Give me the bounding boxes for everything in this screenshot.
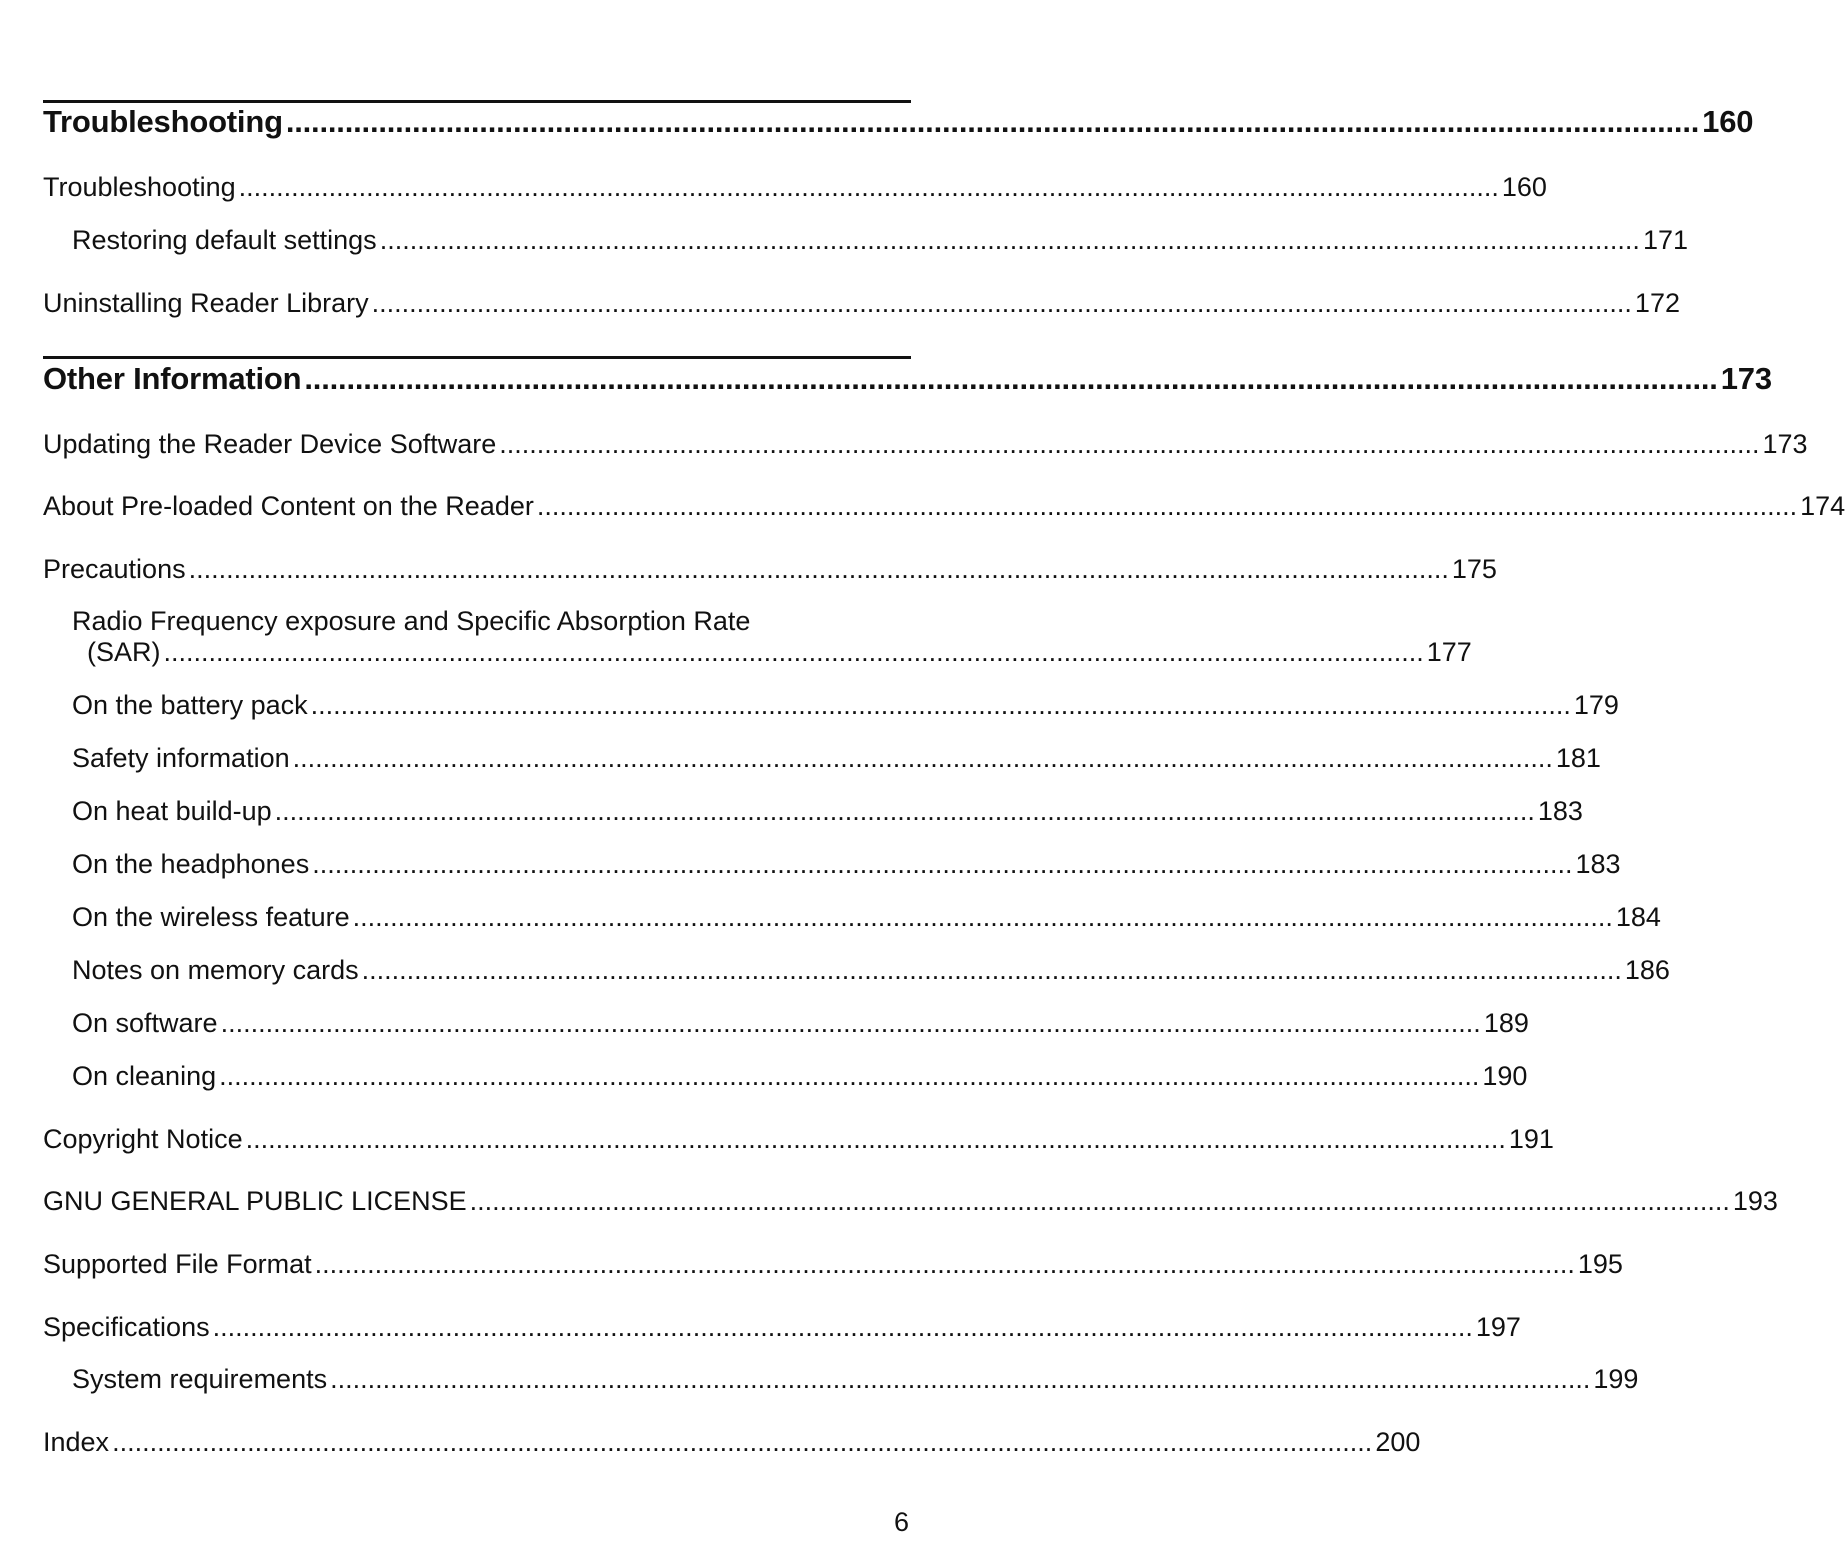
- dot-leader: ........................................................................................................................................................................: [163, 637, 1424, 667]
- dot-leader: ........................................................................................................................................................................: [330, 1364, 1591, 1394]
- toc-entry-label: Uninstalling Reader Library: [43, 288, 369, 318]
- dot-leader: ........................................................................................................................................................................: [310, 690, 1571, 720]
- toc-page-number: 200: [1375, 1427, 1421, 1457]
- toc-entry-updating-software[interactable]: [43, 429, 1808, 460]
- toc-entry-headphones[interactable]: [72, 849, 1621, 880]
- toc-entry-label: Troubleshooting: [43, 172, 236, 202]
- dot-leader: ........................................................................................................................................................................: [274, 796, 1535, 826]
- section-rule: [43, 356, 911, 359]
- toc-page-number: 186: [1624, 955, 1670, 985]
- toc-entry-troubleshooting[interactable]: [43, 172, 1547, 203]
- toc-entry-label: On heat build-up: [72, 796, 272, 826]
- toc-entry-label: Restoring default settings: [72, 225, 377, 255]
- dot-leader: ........................................................................................................................................................................: [304, 361, 1718, 396]
- toc-entry-label: Specifications: [43, 1312, 210, 1342]
- toc-entry-label: System requirements: [72, 1364, 328, 1394]
- dot-leader: ........................................................................................................................................................................: [361, 955, 1622, 985]
- toc-page-number: 175: [1451, 554, 1497, 584]
- toc-page-number: 173: [1762, 429, 1808, 459]
- toc-page-number: 179: [1573, 690, 1619, 720]
- toc-entry-gnu-gpl[interactable]: [43, 1186, 1778, 1217]
- dot-leader: ........................................................................................................................................................................: [188, 554, 1449, 584]
- toc-entry-sar[interactable]: [87, 637, 1472, 668]
- dot-leader: ........................................................................................................................................................................: [238, 172, 1499, 202]
- toc-section-troubleshooting[interactable]: [43, 104, 1754, 140]
- toc-page-number: 173: [1720, 361, 1772, 396]
- toc-page-number: 171: [1642, 225, 1688, 255]
- dot-leader: ........................................................................................................................................................................: [220, 1008, 1481, 1038]
- dot-leader: ........................................................................................................................................................................: [212, 1312, 1473, 1342]
- toc-entry-preloaded-content[interactable]: [43, 491, 1845, 522]
- dot-leader: ........................................................................................................................................................................: [245, 1124, 1506, 1154]
- toc-entry-specifications[interactable]: [43, 1312, 1521, 1343]
- toc-entry-label: Index: [43, 1427, 110, 1457]
- toc-entry-system-requirements[interactable]: [72, 1364, 1639, 1395]
- toc-page-number: 183: [1575, 849, 1621, 879]
- dot-leader: ........................................................................................................................................................................: [292, 743, 1553, 773]
- toc-entry-label: On software: [72, 1008, 218, 1038]
- toc-entry-label: Supported File Format: [43, 1249, 312, 1279]
- toc-entry-battery-pack[interactable]: [72, 690, 1619, 721]
- toc-entry-label: Safety information: [72, 743, 290, 773]
- toc-section-other-information[interactable]: [43, 361, 1772, 397]
- dot-leader: ........................................................................................................................................................................: [469, 1186, 1730, 1216]
- dot-leader: ........................................................................................................................................................................: [499, 429, 1760, 459]
- toc-page-number: 193: [1732, 1186, 1778, 1216]
- toc-page-number: 195: [1577, 1249, 1623, 1279]
- toc-page-number: 160: [1702, 104, 1754, 139]
- toc-page-number: 160: [1501, 172, 1547, 202]
- toc-entry-sar-line1[interactable]: Radio Frequency exposure and Specific Absorption Rate: [72, 606, 751, 636]
- dot-leader: ........................................................................................................................................................................: [371, 288, 1632, 318]
- toc-entry-label: (SAR): [87, 637, 161, 667]
- toc-entry-copyright-notice[interactable]: [43, 1124, 1554, 1155]
- dot-leader: ........................................................................................................................................................................: [285, 104, 1700, 139]
- dot-leader: ........................................................................................................................................................................: [219, 1061, 1480, 1091]
- toc-entry-precautions[interactable]: [43, 554, 1497, 585]
- toc-page-number: 172: [1634, 288, 1680, 318]
- toc-entry-label: On the battery pack: [72, 690, 308, 720]
- dot-leader: ........................................................................................................................................................................: [536, 491, 1798, 521]
- toc-entry-safety-information[interactable]: [72, 743, 1601, 774]
- toc-entry-label: On the wireless feature: [72, 902, 350, 932]
- toc-page-number: 189: [1483, 1008, 1529, 1038]
- toc-entry-memory-cards[interactable]: [72, 955, 1670, 986]
- toc-entry-supported-file-format[interactable]: [43, 1249, 1623, 1280]
- toc-page-number: 177: [1426, 637, 1472, 667]
- dot-leader: ........................................................................................................................................................................: [352, 902, 1613, 932]
- toc-page-number: 174: [1800, 491, 1845, 521]
- toc-entry-label: Updating the Reader Device Software: [43, 429, 497, 459]
- toc-page-number: 181: [1555, 743, 1601, 773]
- toc-page-number: 183: [1537, 796, 1583, 826]
- toc-entry-uninstalling-reader-library[interactable]: [43, 288, 1680, 319]
- toc-page-number: 191: [1508, 1124, 1554, 1154]
- toc-entry-label: On cleaning: [72, 1061, 217, 1091]
- dot-leader: ........................................................................................................................................................................: [379, 225, 1640, 255]
- toc-entry-label: On the headphones: [72, 849, 310, 879]
- toc-section-title: Troubleshooting: [43, 104, 283, 139]
- dot-leader: ........................................................................................................................................................................: [314, 1249, 1575, 1279]
- toc-entry-label: GNU GENERAL PUBLIC LICENSE: [43, 1186, 467, 1216]
- toc-entry-cleaning[interactable]: [72, 1061, 1528, 1092]
- dot-leader: ........................................................................................................................................................................: [312, 849, 1573, 879]
- section-rule: [43, 100, 911, 103]
- toc-page-number: 199: [1593, 1364, 1639, 1394]
- toc-entry-software[interactable]: [72, 1008, 1529, 1039]
- toc-entry-label: About Pre-loaded Content on the Reader: [43, 491, 534, 521]
- toc-entry-restoring-default-settings[interactable]: [72, 225, 1688, 256]
- toc-entry-index[interactable]: [43, 1427, 1421, 1458]
- toc-entry-label: Copyright Notice: [43, 1124, 243, 1154]
- toc-entry-label: Precautions: [43, 554, 186, 584]
- toc-entry-heat-build-up[interactable]: [72, 796, 1583, 827]
- dot-leader: ........................................................................................................................................................................: [112, 1427, 1373, 1457]
- toc-page-number: 197: [1475, 1312, 1521, 1342]
- toc-entry-label: Notes on memory cards: [72, 955, 359, 985]
- page-number: 6: [893, 1507, 909, 1537]
- toc-section-title: Other Information: [43, 361, 302, 396]
- toc-page-number: 184: [1615, 902, 1661, 932]
- toc-page-number: 190: [1482, 1061, 1528, 1091]
- toc-entry-wireless-feature[interactable]: [72, 902, 1661, 933]
